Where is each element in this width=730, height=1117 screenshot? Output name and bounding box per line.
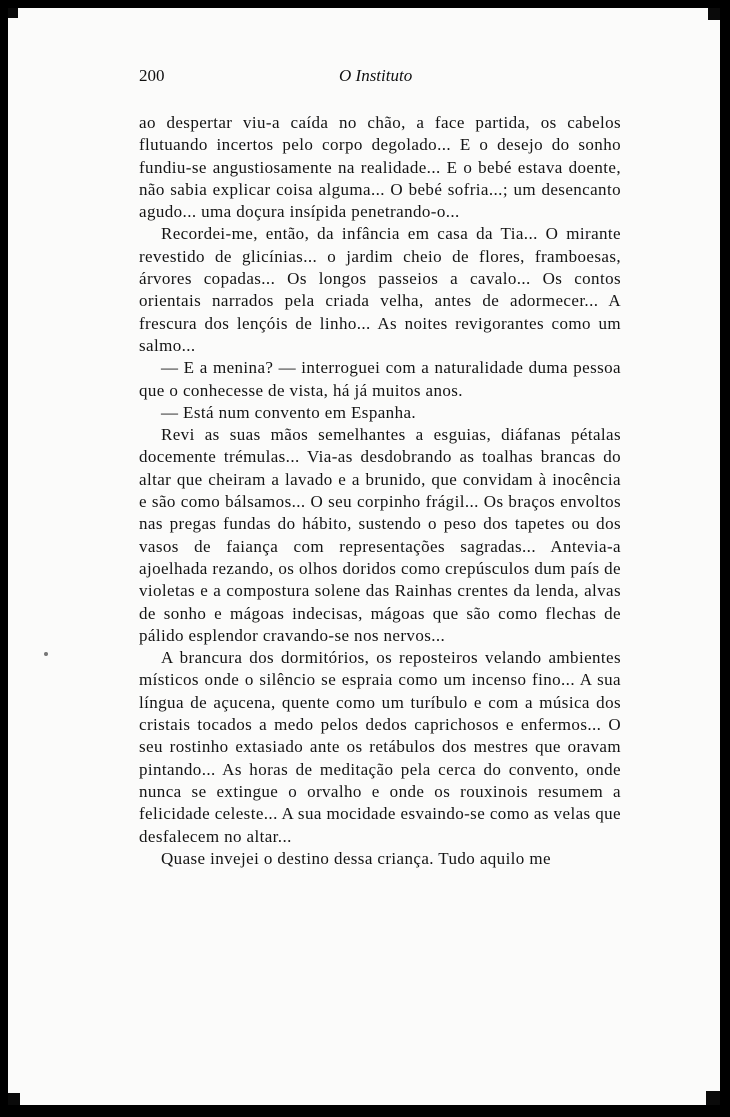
page-number: 200 xyxy=(139,66,165,85)
running-title: O Instituto xyxy=(339,66,413,85)
paragraph: Recordei-me, então, da infância em casa da Tia... O mirante revestido de glicínias... o jardim cheio de flores, framboesas, árvores copadas... Os longos passeios a cavalo... Os contos orientais narrados pela criada velha, antes de adormecer... A frescura dos lençóis de linho... As noites revigorantes como um salmo... xyxy=(139,224,621,355)
scan-corner-mark xyxy=(8,1093,20,1105)
page-header xyxy=(139,66,619,90)
scan-corner-mark xyxy=(708,8,720,20)
scan-corner-mark xyxy=(706,1091,720,1105)
paragraph: Quase invejei o destino dessa criança. Tudo aquilo me xyxy=(161,848,551,868)
paragraph: Revi as suas mãos semelhantes a esguias, diáfanas pétalas docemente trémulas... Via-as desdobrando as toalhas brancas do altar que cheiram a lavado e a brunido, que convidam à inocência e são como bálsamos... O seu corpinho frágil... Os braços envoltos nas pregas fundas do hábito, sustendo o peso dos tapetes ou dos vasos de faiança com representações sagradas... Antevia-a ajoelhada rezando, os olhos doridos como crepúsculos dum país de violetas e a compostura solene das Rainhas crentes da lenda, alvas de sonho e mágoas indecisas, mágoas que são como flechas de pálido esplendor cravando-se nos nervos... xyxy=(139,425,621,645)
paragraph: A brancura dos dormitórios, os reposteiros velando ambientes místicos onde o silêncio se espraia como um incenso fino... A sua língua de açucena, quente como um turíbulo e com a música dos cristais tocados a medo pelos dedos caprichosos e enfermos... O seu rostinho extasiado ante os retábulos dos mestres que oravam pintando... As horas de meditação pela cerca do convento, onde nunca se extingue o orvalho e onde os rouxinois resumem a felicidade celeste... A sua mocidade esvaindo-se como as velas que desfalecem no altar... xyxy=(139,648,621,846)
paragraph: — Está num convento em Espanha. xyxy=(161,402,417,422)
body-text xyxy=(139,112,621,870)
paragraph: ao despertar viu-a caída no chão, a face partida, os cabelos flutuando incertos pelo corpo degolado... E o desejo do sonho fundiu-se angustiosamente na realidade... E o bebé estava doente, não sabia explicar coisa alguma... O bebé sofria...; um desencanto agudo... uma doçura insípida penetrando-o... xyxy=(139,113,621,222)
scan-corner-mark xyxy=(8,8,18,18)
paragraph: — E a menina? — interroguei com a naturalidade duma pessoa que o conhecesse de vista, há já muitos anos. xyxy=(139,358,621,400)
dust-speck xyxy=(44,652,48,656)
